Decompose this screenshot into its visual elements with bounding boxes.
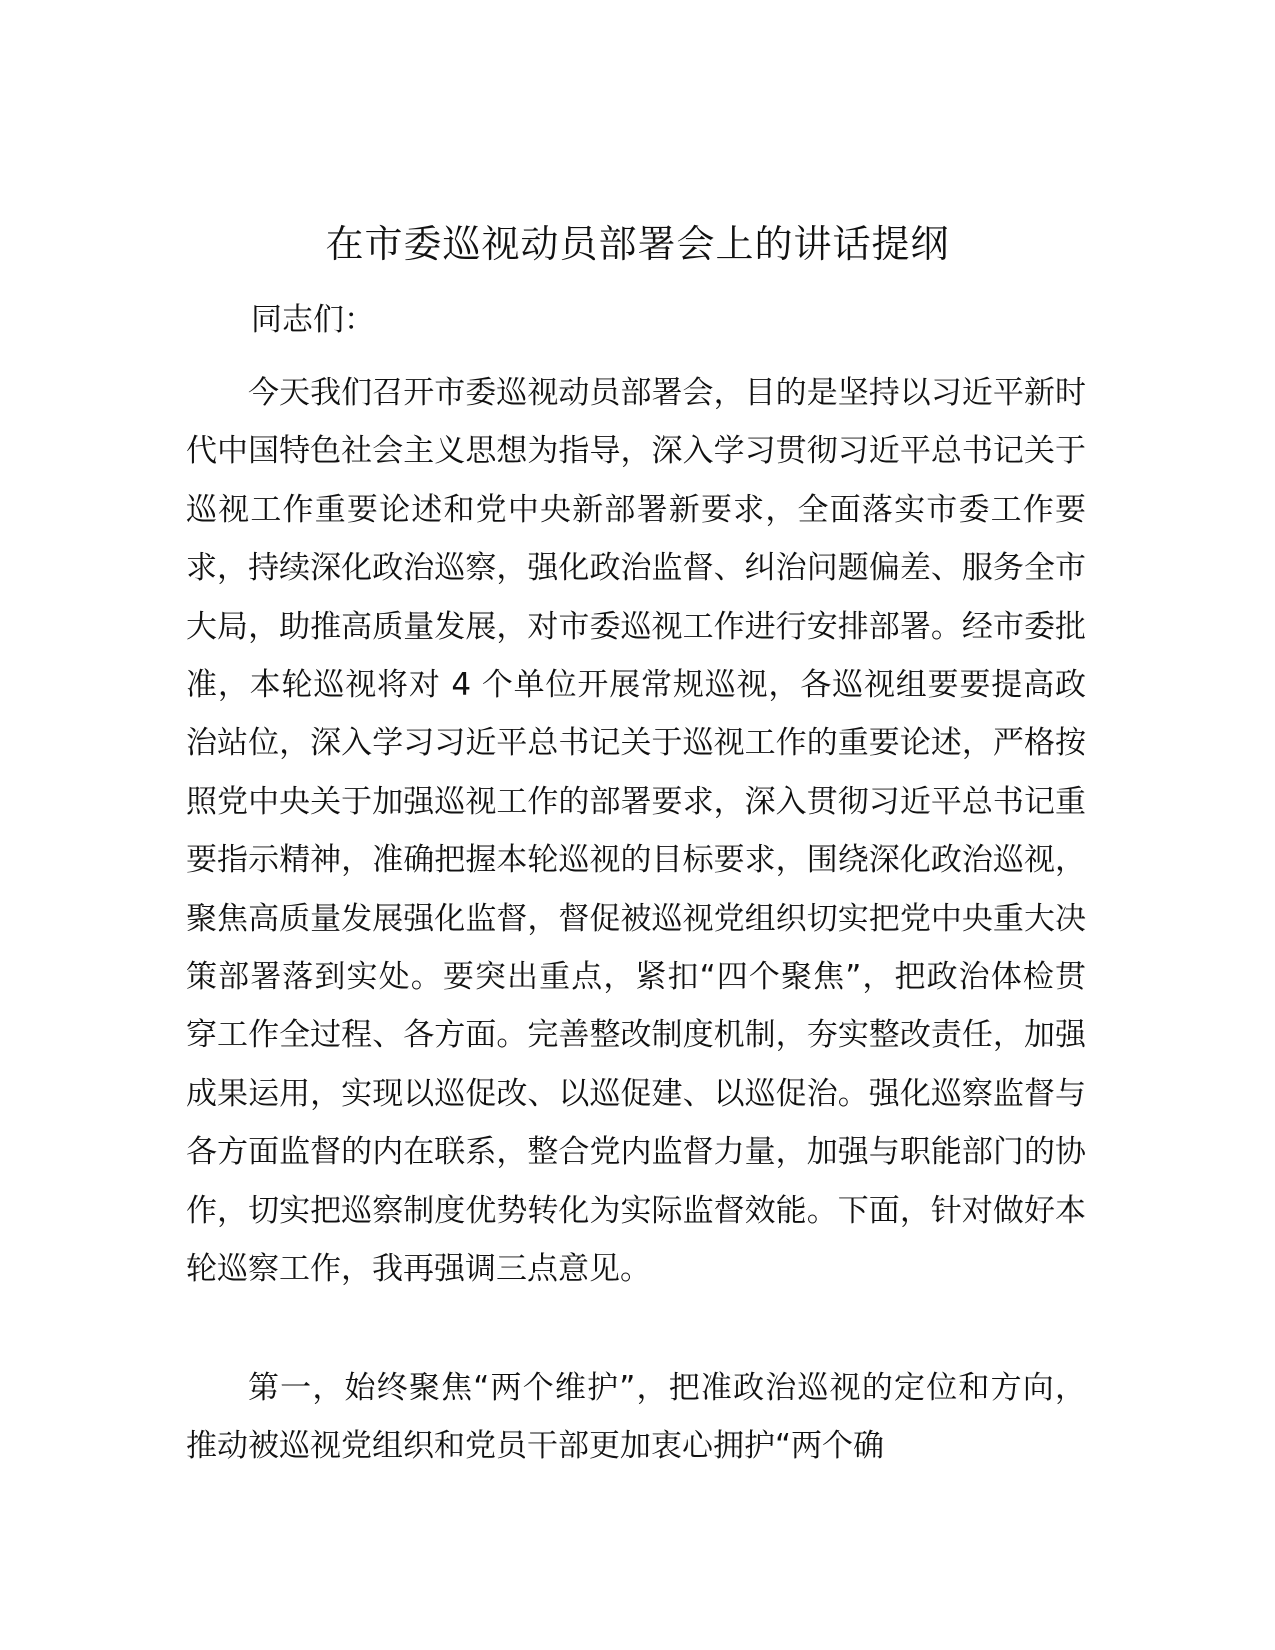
body-paragraph-2: 第一，始终聚焦“两个维护”，把准政治巡视的定位和方向，推动被巡视党组织和党员干部更加衷心拥护“两个确 bbox=[186, 1370, 1086, 1465]
body-paragraph-1: 今天我们召开市委巡视动员部署会，目的是坚持以习近平新时代中国特色社会主义思想为指导，深入学习贯彻习近平总书记关于巡视工作重要论述和党中央新部署新要求，全面落实市委工作要求，持续深化政治巡察，强化政治监督、纠治问题偏差、服务全市大局，助推高质量发展，对市委巡视工作进行安排部署。经市委批准，本轮巡视将对 4 个单位开展常规巡视，各巡视组要要提高政治站位，深入学习习近平总书记关于巡视工作的重要论述，严格按照党中央关于加强巡视工作的部署要求，深入贯彻习近平总书记重要指示精神，准确把握本轮巡视的目标要求，围绕深化政治巡视，聚焦高质量发展强化监督，督促被巡视党组织切实把党中央重大决策部署落到实处。要突出重点，紧扣“四个聚焦”，把政治体检贯穿工作全过程、各方面。完善整改制度机制，夯实整改责任，加强成果运用，实现以巡促改、以巡促建、以巡促治。强化巡察监督与各方面监督的内在联系，整合党内监督力量，加强与职能部门的协作，切实把巡察制度优势转化为实际监督效能。下面，针对做好本轮巡察工作，我再强调三点意见。 bbox=[186, 375, 1086, 1288]
document-title: 在市委巡视动员部署会上的讲话提纲 bbox=[325, 222, 950, 266]
salutation: 同志们： bbox=[251, 302, 375, 338]
